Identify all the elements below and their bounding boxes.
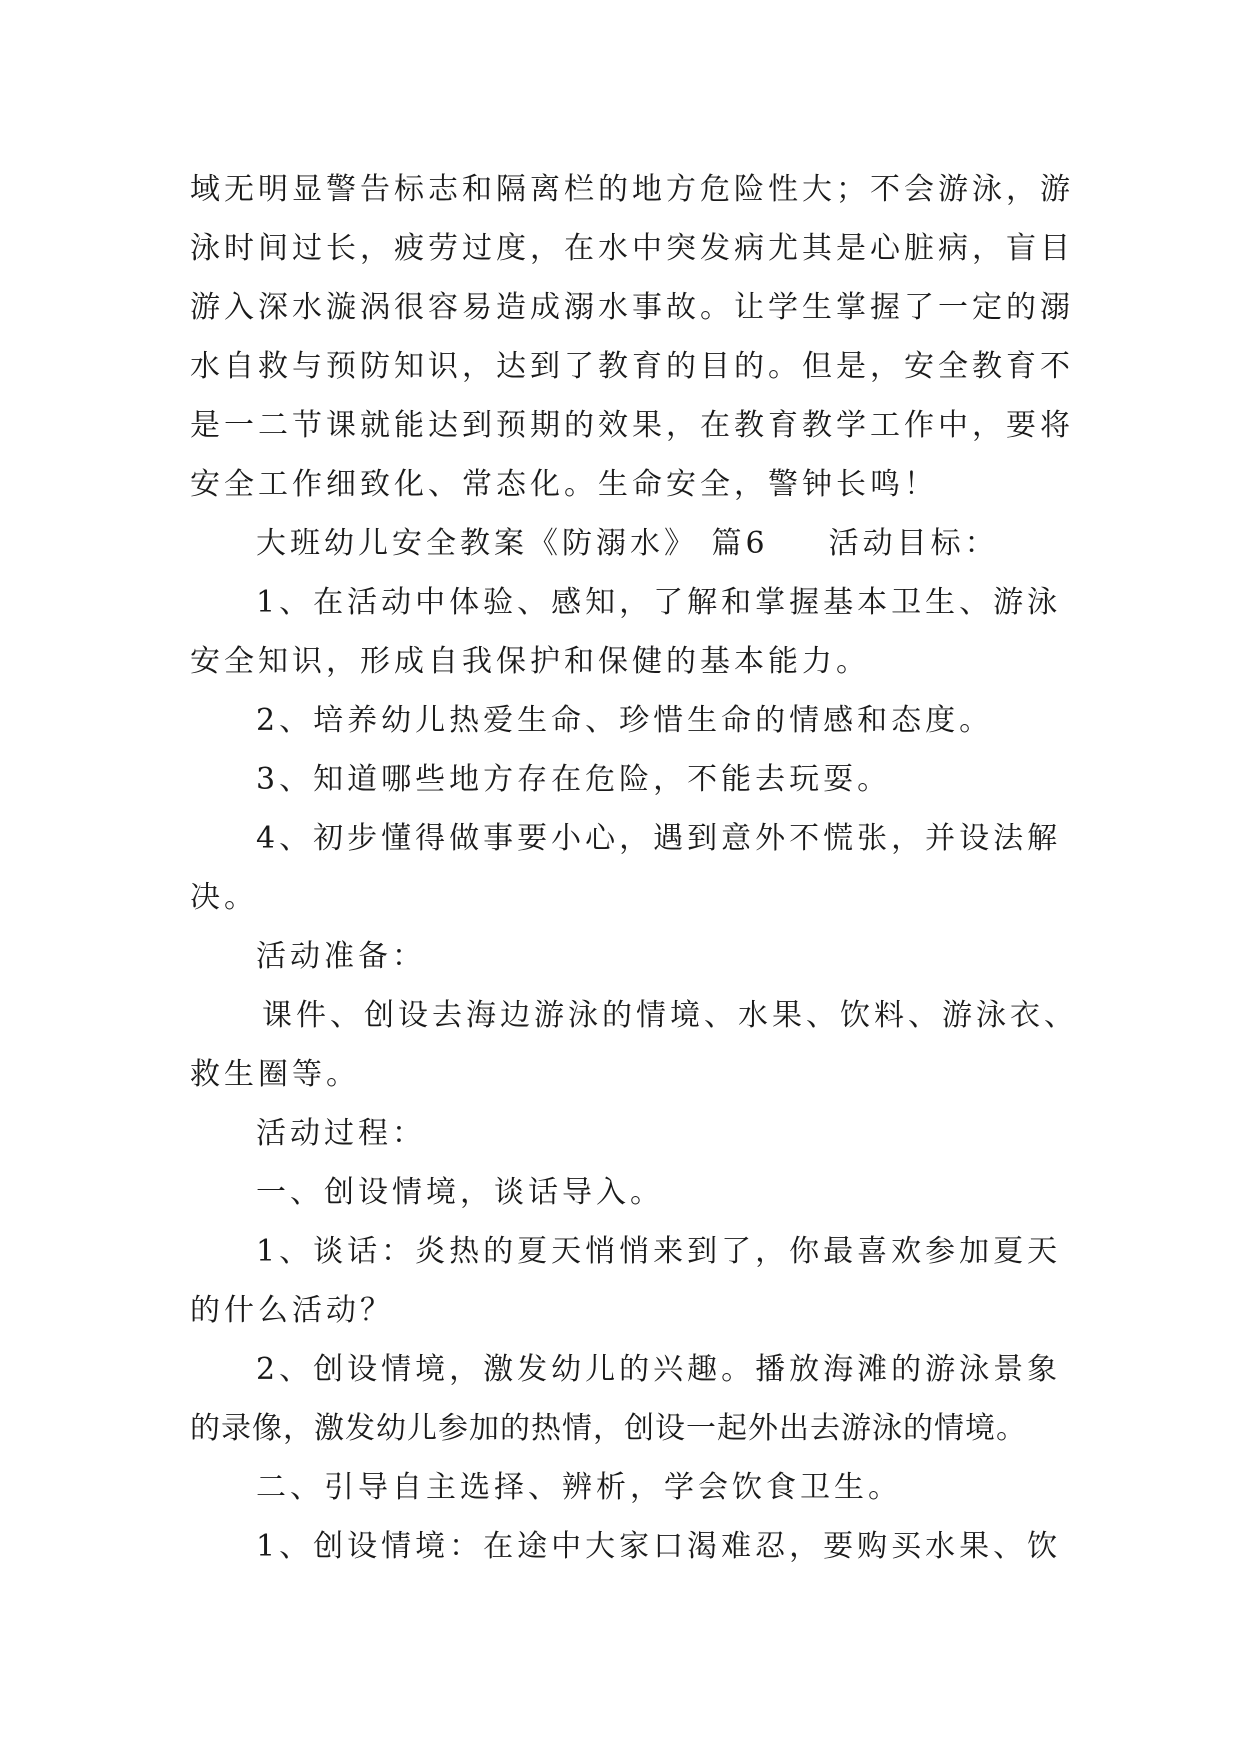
prep-text-continuation: 救生圈等。 bbox=[190, 1057, 360, 1092]
paragraph-line: 安全工作细致化、常态化。生命安全，警钟长鸣！ bbox=[190, 467, 938, 502]
goal-item-continuation: 安全知识，形成自我保护和保健的基本能力。 bbox=[190, 644, 870, 679]
document-body bbox=[190, 160, 1078, 1576]
step-item: 1、创设情境：在途中大家口渴难忍，要购买水果、饮 bbox=[256, 1529, 1062, 1564]
step-item: 1、谈话：炎热的夏天悄悄来到了，你最喜欢参加夏天 bbox=[256, 1234, 1062, 1269]
step-item-continuation: 的录像，激发幼儿参加的热情，创设一起外出去游泳的情境。 bbox=[190, 1411, 1027, 1446]
process-label: 活动过程： bbox=[256, 1116, 426, 1151]
goal-item-continuation: 决。 bbox=[190, 880, 258, 915]
paragraph-line: 泳时间过长，疲劳过度，在水中突发病尤其是心脏病，盲目 bbox=[190, 231, 1074, 266]
step-item: 2、创设情境，激发幼儿的兴趣。播放海滩的游泳景象 bbox=[256, 1352, 1062, 1387]
goal-item: 3、知道哪些地方存在危险，不能去玩耍。 bbox=[256, 762, 892, 797]
section-heading-line bbox=[190, 514, 1070, 573]
goal-item: 4、初步懂得做事要小心，遇到意外不慌张，并设法解 bbox=[256, 821, 1062, 856]
section-title: 大班幼儿安全教案《防溺水》 篇6 bbox=[256, 526, 769, 561]
step-title: 二、引导自主选择、辨析，学会饮食卫生。 bbox=[256, 1470, 902, 1505]
paragraph-line: 是一二节课就能达到预期的效果，在教育教学工作中，要将 bbox=[190, 408, 1074, 443]
goals-label: 活动目标： bbox=[828, 526, 999, 561]
step-title: 一、创设情境，谈话导入。 bbox=[256, 1175, 664, 1210]
prep-text: 课件、创设去海边游泳的情境、水果、饮料、游泳衣、 bbox=[262, 998, 1078, 1033]
step-item-continuation: 的什么活动？ bbox=[190, 1293, 394, 1328]
paragraph-line: 水自救与预防知识，达到了教育的目的。但是，安全教育不 bbox=[190, 349, 1074, 384]
paragraph-line: 游入深水漩涡很容易造成溺水事故。让学生掌握了一定的溺 bbox=[190, 290, 1074, 325]
goal-item: 1、在活动中体验、感知，了解和掌握基本卫生、游泳 bbox=[256, 585, 1062, 620]
prep-label: 活动准备： bbox=[256, 939, 426, 974]
paragraph-line: 域无明显警告标志和隔离栏的地方危险性大；不会游泳，游 bbox=[190, 172, 1074, 207]
goal-item: 2、培养幼儿热爱生命、珍惜生命的情感和态度。 bbox=[256, 703, 994, 738]
